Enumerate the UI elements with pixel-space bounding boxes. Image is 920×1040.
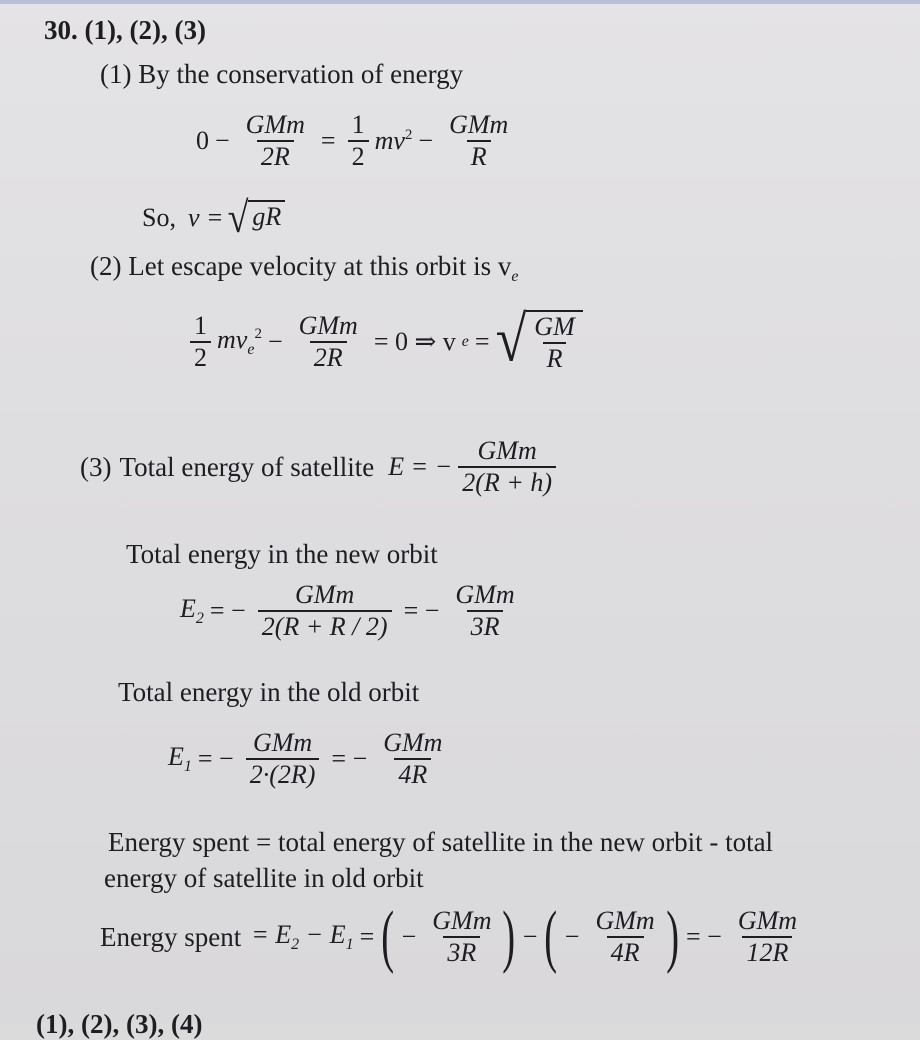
top-edge-line	[0, 0, 920, 4]
minus-sign: −	[522, 922, 538, 951]
zero: 0	[196, 126, 209, 155]
energy-spent-label: Energy spent	[100, 922, 242, 952]
part1-result	[142, 193, 285, 243]
fraction-e2: $\frac{\text{GMm}}{2(R + R / 2)}$	[258, 580, 392, 642]
right-paren-icon: )	[665, 898, 679, 975]
equals-sign: =	[474, 327, 490, 356]
equals-sign: =	[359, 922, 375, 951]
fraction-total-energy: $\frac{\text{GMm}}{2(R + h)}$	[458, 436, 556, 498]
minus-sign: −	[564, 922, 580, 951]
part1-text: By the conservation of energy	[138, 59, 464, 89]
fraction-gmm-3r: $\frac{\text{GMm}}{3R}$	[432, 906, 492, 967]
new-orbit-label: Total energy in the new orbit	[126, 539, 438, 569]
equals-minus: = −	[403, 596, 440, 625]
fraction-gmm-4r: $\frac{\text{GMm}}{4R}$	[595, 906, 655, 967]
next-question-partial: (1), (2), (3), (4)	[36, 1009, 203, 1039]
radical-icon: √	[495, 304, 527, 376]
part2-text: Let escape velocity at this orbit is v	[128, 251, 512, 281]
minus-sign: −	[401, 922, 417, 951]
fraction-e1: $\frac{\text{GMm}}{2\cdot(2R)}$	[246, 728, 320, 790]
fraction-gmm-2r: $\frac{\text{GMm}}{2R}$	[298, 311, 358, 372]
part1-label: (1)	[100, 59, 132, 89]
question-options: (1), (2), (3)	[84, 15, 206, 45]
equals-minus: = −	[331, 744, 368, 773]
energy-spent-line-2: energy of satellite in old orbit	[104, 863, 424, 893]
sqrt-gm-over-r	[495, 304, 583, 376]
question-header	[44, 14, 206, 46]
part3-heading	[80, 436, 562, 498]
equals-minus: = −	[685, 922, 722, 951]
equals-minus: = −	[209, 596, 246, 625]
part2-equation: $\frac{1}{2}$ $mv_e^2$ − $\frac{\text{GMm}}{2R}$ = 0 ⇒ v e = √ $\frac{GM}{R}$	[184, 310, 583, 374]
equals-zero-implies: = 0 ⇒ v	[373, 327, 456, 356]
equals-minus: = −	[197, 744, 234, 773]
left-paren-icon: (	[544, 898, 558, 975]
minus-sign: −	[267, 327, 283, 356]
radical-icon: √	[227, 193, 249, 243]
energy-spent-line-1: Energy spent = total energy of satellite in the new orbit - total	[108, 827, 774, 857]
fraction-half: $\frac{1}{2}$	[348, 110, 369, 172]
equals-sign: =	[320, 126, 336, 155]
part3-label: (3)	[80, 452, 112, 482]
mv-squared: $mv^2$	[374, 126, 413, 155]
part2-heading: (2) Let escape velocity at this orbit is $v_e$	[90, 251, 519, 285]
e1-equation	[168, 728, 452, 790]
e2-minus-e1: = $E_2 - E_1$	[251, 920, 354, 953]
minus-sign: −	[418, 126, 434, 155]
fraction-gmm-12r: $\frac{\text{GMm}}{12R}$	[737, 906, 798, 967]
fraction-gmm-3r: $\frac{\text{GMm}}{3R}$	[455, 580, 515, 641]
right-paren-icon: )	[502, 898, 516, 975]
e-equals-minus: E = −	[388, 452, 453, 481]
energy-spent-equation	[100, 898, 807, 975]
e2-symbol: $E_2$	[180, 594, 204, 627]
fraction-half: $\frac{1}{2}$	[190, 311, 211, 373]
left-paren-icon: (	[381, 898, 395, 975]
mv-e-squared: $mv_e^2$	[217, 325, 262, 358]
e2-equation	[180, 580, 525, 642]
part1-equation	[196, 110, 518, 172]
old-orbit-label: Total energy in the old orbit	[118, 677, 420, 707]
fraction-gmm-r: $\frac{\text{GMm}}{R}$	[449, 110, 509, 171]
e1-symbol: $E_1$	[168, 742, 192, 775]
part2-label: (2)	[90, 251, 122, 281]
so-label: So,	[142, 203, 176, 232]
fraction-gmm-4r: $\frac{\text{GMm}}{4R}$	[383, 728, 443, 789]
v-equals: v =	[187, 203, 224, 232]
fraction-gm-r: $\frac{GM}{R}$	[534, 312, 575, 373]
part3-text: Total energy of satellite	[119, 452, 375, 482]
sqrt-gr: √ gR	[228, 200, 286, 236]
fraction-gmm-2r: $\frac{\text{GMm}}{2R}$	[245, 110, 305, 171]
part1-heading	[100, 58, 463, 90]
minus-sign: −	[215, 126, 230, 155]
question-number: 30.	[44, 15, 78, 45]
